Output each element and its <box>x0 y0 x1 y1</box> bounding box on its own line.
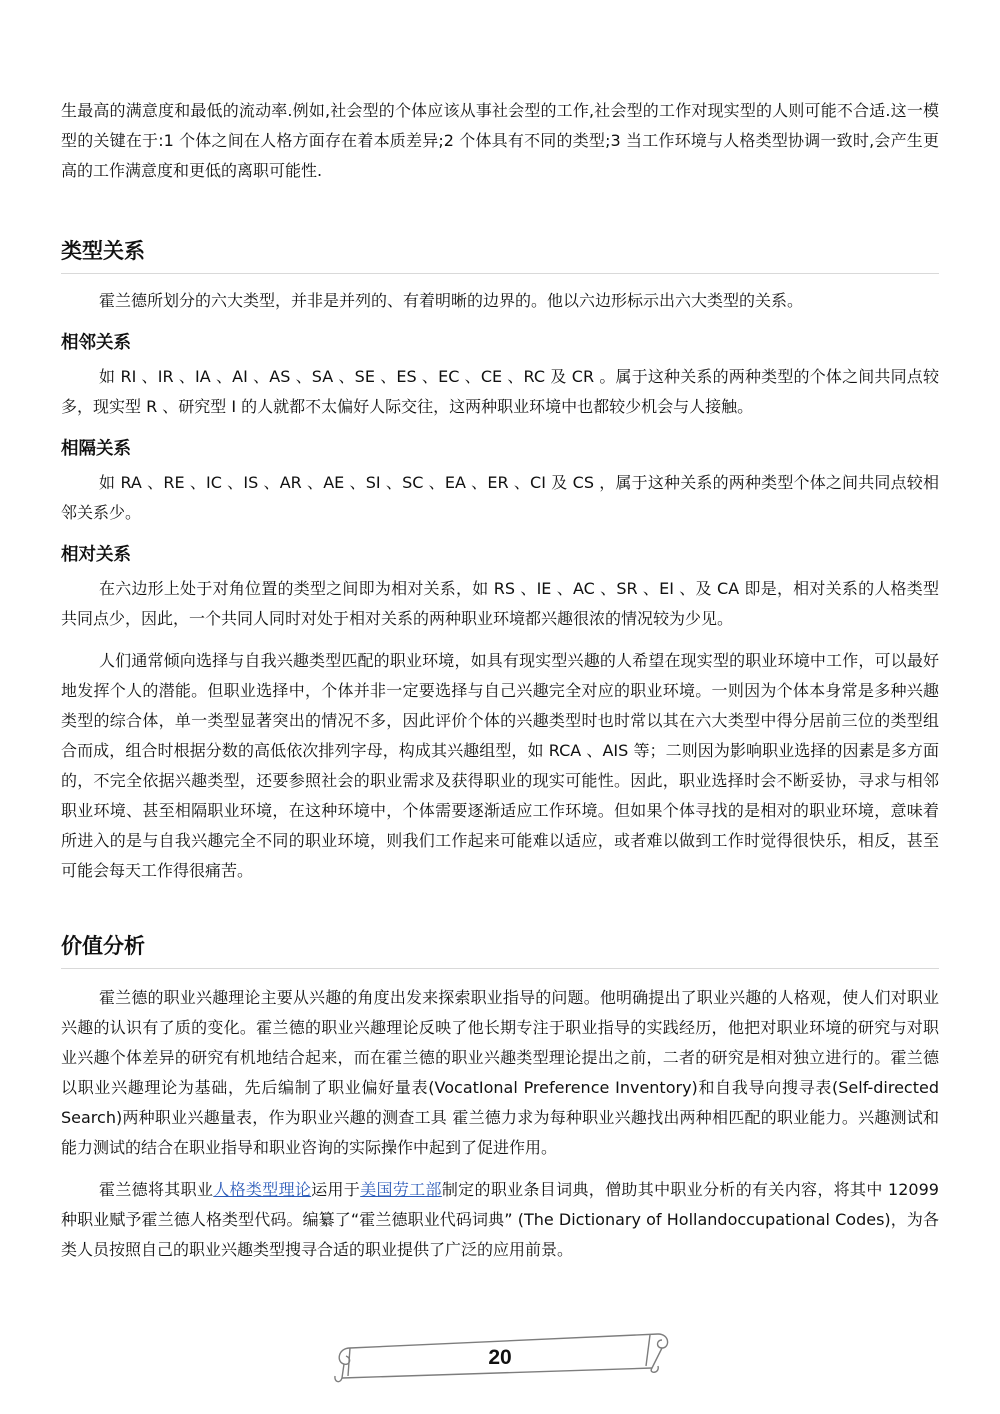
value-paragraph-2 <box>61 1175 939 1265</box>
value-p2-text-3: 制定的职业条目词典，僧助其中职业分析的有关内容，将其中 12099 种职业赋予霍兰德人格类型代码。编纂了“霍兰德职业代码词典” (The Dictionary of Hollandoccupational Codes)，为各类人员按照自己的职业兴趣类型搜寻合适的职业提供了广泛的应用前景。 <box>61 1180 939 1259</box>
section-heading-type-relations: 类型关系 <box>61 235 939 274</box>
link-personality-type-theory[interactable]: 人格类型理论 <box>213 1180 312 1199</box>
page-footer <box>328 1318 672 1390</box>
section-heading-value-analysis: 价值分析 <box>61 930 939 969</box>
intro-paragraph: 生最高的满意度和最低的流动率.例如,社会型的个体应该从事社会型的工作,社会型的工作对现实型的人则可能不合适.这一模型的关键在于:1 个体之间在人格方面存在着本质差异;2 个体具有不同的类型;3 当工作环境与人格类型协调一致时,会产生更高的工作满意度和更低的离职可能性. <box>61 101 939 180</box>
value-p2-text-2: 运用于 <box>311 1180 361 1199</box>
subheading-separated: 相隔关系 <box>61 439 131 459</box>
opposite-paragraph: 在六边形上处于对角位置的类型之间即为相对关系，如 RS 、IE 、AC 、SR 、EI 、及 CA 即是，相对关系的人格类型共同点少，因此，一个共同人同时对处于相对关系的两种职业环境都兴趣很浓的情况较为少见。 <box>61 579 939 628</box>
value-p2-text-1: 霍兰德将其职业 <box>99 1180 214 1199</box>
value-paragraph-1: 霍兰德的职业兴趣理论主要从兴趣的角度出发来探索职业指导的问题。他明确提出了职业兴趣的人格观，使人们对职业兴趣的认识有了质的变化。霍兰德的职业兴趣理论反映了他长期专注于职业指导的实践经历，他把对职业环境的研究与对职业兴趣个体差异的研究有机地结合起来，而在霍兰德的职业兴趣类型理论提出之前，二者的研究是相对独立进行的。霍兰德以职业兴趣理论为基础，先后编制了职业偏好量表(VocatIonal Preference Inventory)和自我导向搜寻表(Self-directed Search)两种职业兴趣量表，作为职业兴趣的测查工具 霍兰德力求为每种职业兴趣找出两种相匹配的职业能力。兴趣测试和能力测试的结合在职业指导和职业咨询的实际操作中起到了促进作用。 <box>61 988 939 1157</box>
subheading-adjacent: 相邻关系 <box>61 333 131 353</box>
discussion-paragraph: 人们通常倾向选择与自我兴趣类型匹配的职业环境，如具有现实型兴趣的人希望在现实型的职业环境中工作，可以最好地发挥个人的潜能。但职业选择中，个体并非一定要选择与自己兴趣完全对应的职业环境。一则因为个体本身常是多种兴趣类型的综合体，单一类型显著突出的情况不多，因此评价个体的兴趣类型时也时常以其在六大类型中得分居前三位的类型组合而成，组合时根据分数的高低依次排列字母，构成其兴趣组型，如 RCA 、AIS 等；二则因为影响职业选择的因素是多方面的，不完全依据兴趣类型，还要参照社会的职业需求及获得职业的现实可能性。因此，职业选择时会不断妥协，寻求与相邻职业环境、甚至相隔职业环境，在这种环境中，个体需要逐渐适应工作环境。但如果个体寻找的是相对的职业环境，意味着所进入的是与自我兴趣完全不同的职业环境，则我们工作起来可能难以适应，或者难以做到工作时觉得很快乐，相反，甚至可能会每天工作得很痛苦。 <box>61 651 939 880</box>
document-page <box>61 96 939 1265</box>
link-us-department-of-labor[interactable]: 美国劳工部 <box>360 1180 442 1199</box>
subheading-opposite: 相对关系 <box>61 545 131 565</box>
adjacent-paragraph: 如 RI 、IR 、IA 、AI 、AS 、SA 、SE 、ES 、EC 、CE 、RC 及 CR 。属于这种关系的两种类型的个体之间共同点较多，现实型 R 、研究型 I 的人就都不太偏好人际交往，这两种职业环境中也都较少机会与人接触。 <box>61 367 939 416</box>
separated-paragraph: 如 RA 、RE 、IC 、IS 、AR 、AE 、SI 、SC 、EA 、ER 、CI 及 CS ，属于这种关系的两种类型个体之间共同点较相邻关系少。 <box>61 473 939 522</box>
page-number: 20 <box>488 1346 512 1369</box>
type-relations-intro: 霍兰德所划分的六大类型，并非是并列的、有着明晰的边界的。他以六边形标示出六大类型的关系。 <box>99 291 804 310</box>
